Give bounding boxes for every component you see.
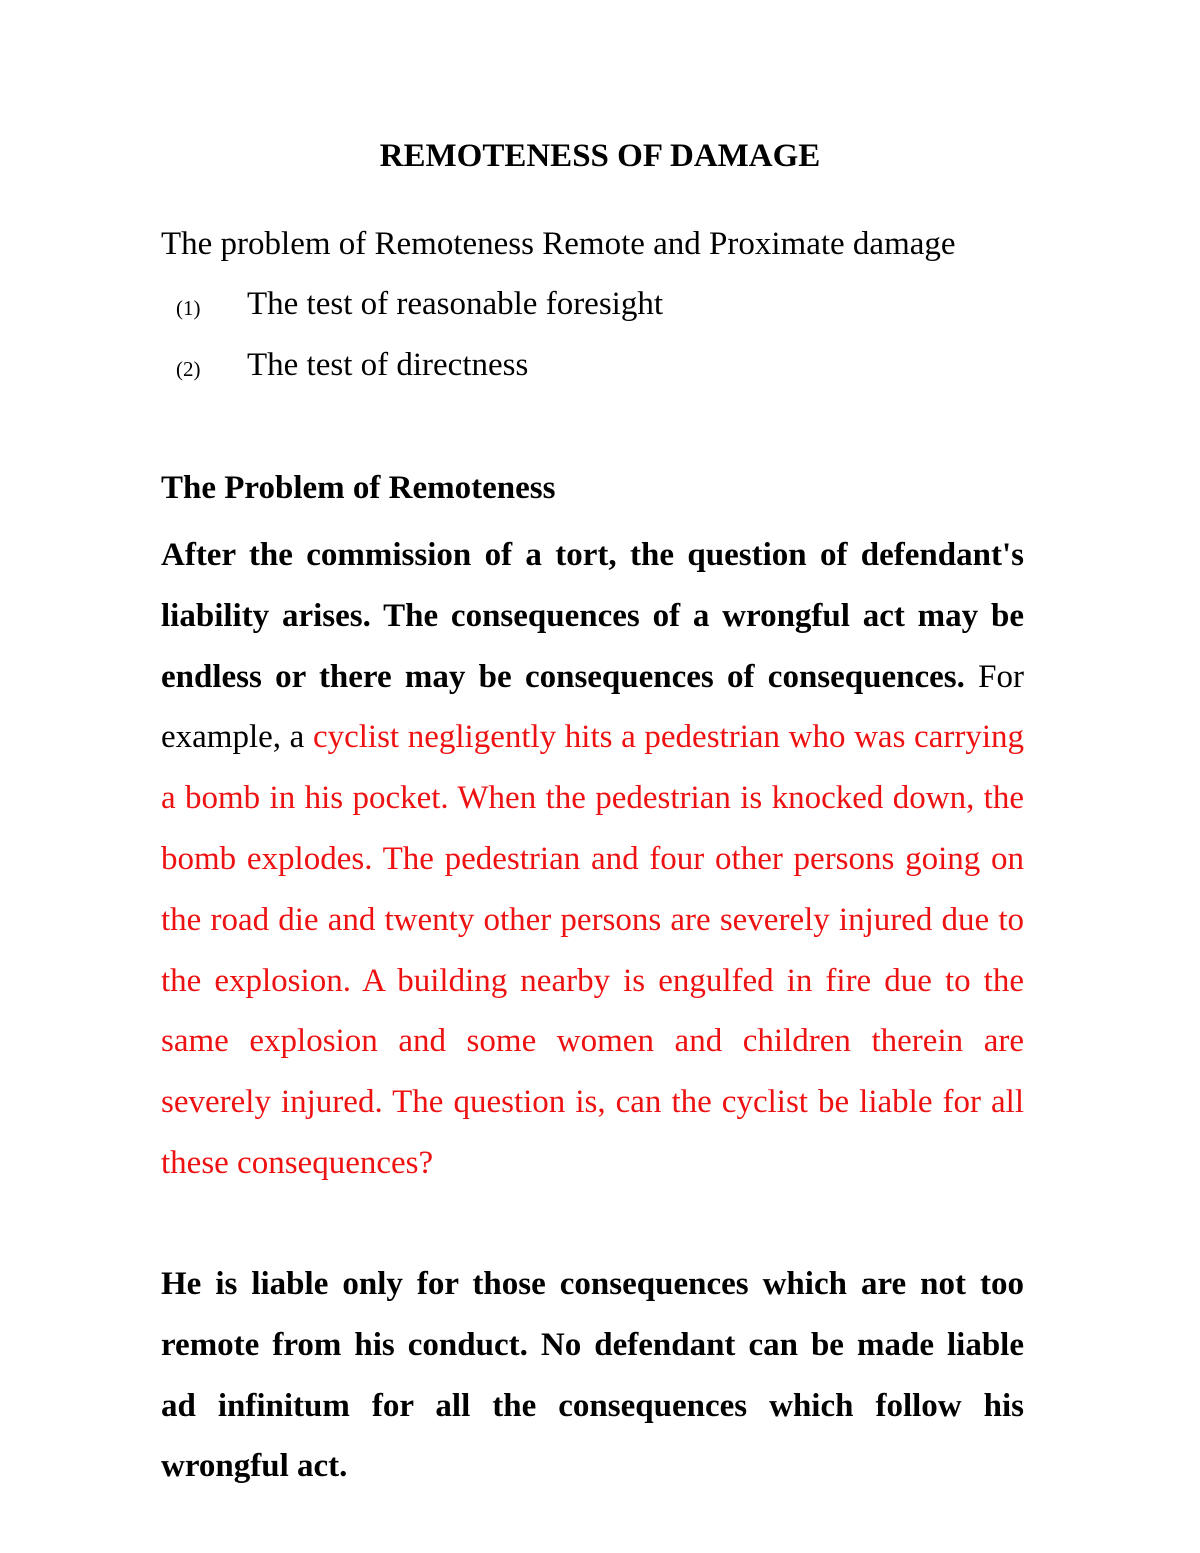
paragraph-bold-text: After the commission of a tort, the question of defendant's liability arises. The consequences of a wrongful act may be endless or there may be consequences of consequences. bbox=[161, 537, 1024, 695]
paragraph-liability-conclusion: He is liable only for those consequences which are not too remote from his conduct. No defendant can be made liable ad infinitum for all the consequences which follow his wrongful act. bbox=[161, 1266, 1024, 1485]
section-heading: The Problem of Remoteness bbox=[161, 470, 556, 506]
list-item-text: The test of reasonable foresight bbox=[247, 286, 664, 322]
list-number: (2) bbox=[176, 357, 201, 381]
intro-line: The problem of Remoteness Remote and Proximate damage bbox=[161, 226, 956, 262]
paragraph-problem-of-remoteness bbox=[161, 525, 1024, 1194]
document-title: REMOTENESS OF DAMAGE bbox=[379, 138, 821, 174]
example-text: cyclist negligently hits a pedestrian who was carrying a bomb in his pocket. When the pedestrian is knocked down, the bomb explodes. The pedestrian and four other persons going on the road die and twenty other persons are severely injured due to the explosion. A building nearby is engulfed in fire due to the same explosion and some women and children therein are severely injured. The question is, can the cyclist be liable for all these consequences? bbox=[161, 719, 1024, 1181]
list-item-text: The test of directness bbox=[247, 347, 529, 383]
list-number: (1) bbox=[176, 296, 201, 320]
example-lead-text: For example, a bbox=[161, 658, 1025, 756]
